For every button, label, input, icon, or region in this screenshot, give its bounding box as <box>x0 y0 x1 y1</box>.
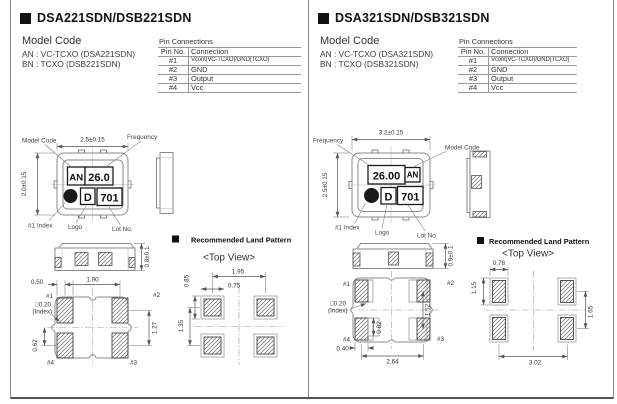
label-model-code: Model Code <box>445 144 480 152</box>
dim-package-width: 2.5±0.15 <box>80 136 105 144</box>
label-frequency: Frequency <box>313 137 344 145</box>
col-pin-no: Pin No. <box>458 48 489 57</box>
pin-connections-title: Pin Connections <box>159 37 213 46</box>
marking-lot: 701 <box>100 192 119 205</box>
land-pattern <box>471 237 595 367</box>
package-front-view <box>353 244 455 269</box>
land-pattern <box>172 236 292 366</box>
dim-land-pitch-y: 1.35 <box>178 319 185 333</box>
label-logo: Logo <box>68 224 83 231</box>
dim-pad-pitch-x: 1.90 <box>86 276 99 284</box>
marking-model-code: AN <box>69 172 84 184</box>
product-section-dsa221sdn <box>10 0 308 398</box>
package-drawing-dsa321 <box>308 0 612 398</box>
land-pattern-subheading: <Top View> <box>502 248 555 260</box>
label-model-code: Model Code <box>22 137 57 145</box>
product-title: DSA221SDN/DSB221SDN <box>37 11 192 25</box>
dim-pad-pitch-x: 2.64 <box>386 358 399 366</box>
conn-cell: Vcc <box>189 84 302 93</box>
conn-cell: Output <box>189 75 302 84</box>
package-bottom-view <box>328 271 455 366</box>
pin4-label: #4 <box>343 336 351 344</box>
dim-offset-y: 0.62 <box>32 339 39 352</box>
label-frequency: Frequency <box>127 134 158 141</box>
pin2-label: #2 <box>447 280 455 287</box>
pin-cell: #2 <box>458 66 489 75</box>
col-pin-no: Pin No. <box>158 48 189 57</box>
dim-land-pad-height: 0.85 <box>183 274 191 288</box>
marking-frequency: 26.00 <box>372 170 401 183</box>
pin-cell: #4 <box>458 84 489 93</box>
model-code-heading: Model Code <box>22 35 82 47</box>
dim-inner-pad: 0.82 <box>376 321 383 334</box>
label-lot-no: Lot No. <box>112 226 133 233</box>
label-logo: Logo <box>375 229 390 237</box>
label-index: #1 Index <box>335 224 360 232</box>
label-index: #1 Index <box>28 222 53 230</box>
pin-cell: #2 <box>158 66 189 75</box>
black-square-bullet-icon <box>477 237 484 244</box>
package-side-view <box>157 153 174 214</box>
pin4-label: #4 <box>47 359 55 367</box>
model-code-line: BN : TCXO (DSB321SDN) <box>320 58 419 69</box>
pin-connections-title: Pin Connections <box>459 37 513 46</box>
pin-cell: #3 <box>458 75 489 84</box>
dim-package-height: 2.0±0.15 <box>21 171 28 197</box>
package-bottom-view <box>31 277 161 367</box>
marking-logo: D <box>384 191 393 204</box>
marking-lot: 701 <box>401 191 420 204</box>
label-lot-no: Lot No. <box>417 232 438 240</box>
pin2-label: #2 <box>153 292 161 299</box>
land-pattern-heading: Recommended Land Pattern <box>489 237 590 246</box>
conn-cell: Vcc <box>489 84 578 93</box>
marking-logo: D <box>83 192 92 204</box>
dim-package-thickness: 0.9±0.1 <box>447 245 455 267</box>
pin1-label: #1 <box>46 293 54 300</box>
dim-package-height: 2.5±0.15 <box>322 172 329 198</box>
dim-package-width: 3.2±0.15 <box>378 129 404 137</box>
product-section-dsa321sdn <box>308 0 612 398</box>
conn-cell: GND <box>489 66 578 75</box>
index-dot <box>64 189 78 203</box>
dim-pad-pitch-y: 1.52 <box>424 303 432 317</box>
land-pattern-heading: Recommended Land Pattern <box>191 235 292 245</box>
model-code-line: AN : VC-TCXO (DSA221SDN) <box>22 49 136 59</box>
pin-cell: #1 <box>158 57 189 66</box>
pin1-label: #1 <box>343 281 351 288</box>
dim-land-pitch-x: 1.95 <box>231 268 245 276</box>
land-pattern-subheading: <Top View> <box>203 252 256 264</box>
pin-cell: #3 <box>158 75 189 84</box>
conn-cell: GND <box>189 66 302 75</box>
marking-model-code: AN <box>406 170 419 180</box>
conn-cell: Vcont(VC-TCXO)/GND(TCXO) <box>489 57 578 66</box>
model-code-line: BN : TCXO (DSB221SDN) <box>22 58 121 69</box>
conn-cell: Vcont(VC-TCXO)/GND(TCXO) <box>189 57 302 66</box>
dim-index-note: (Index) <box>328 307 348 315</box>
pin-cell: #1 <box>458 57 489 66</box>
product-title: DSA321SDN/DSB321SDN <box>335 11 490 25</box>
dim-pad-width: 0.40 <box>336 345 349 353</box>
col-connection: Connection <box>189 48 302 57</box>
panel-divider <box>308 0 309 397</box>
dim-land-pad-height: 1.15 <box>471 281 478 295</box>
dim-land-pad-width: 0.78 <box>492 260 506 267</box>
dim-index-note: (Index) <box>32 308 53 316</box>
pin3-label: #3 <box>437 336 445 343</box>
dim-index: □0.20 <box>35 301 52 309</box>
model-code-line: AN : VC-TCXO (DSA321SDN) <box>320 49 434 59</box>
black-square-bullet-icon <box>172 236 179 243</box>
marking-frequency: 26.0 <box>88 172 110 184</box>
package-drawing-dsa221 <box>10 0 308 398</box>
pin-cell: #4 <box>158 84 189 93</box>
model-code-heading: Model Code <box>320 35 380 47</box>
package-front-view <box>55 244 151 271</box>
index-dot <box>364 188 379 203</box>
package-top-view <box>51 147 134 221</box>
dim-index: □0.20 <box>330 300 347 308</box>
dim-land-pad-width: 0.75 <box>228 282 241 290</box>
pin3-label: #3 <box>130 359 138 367</box>
dim-land-pitch-x: 3.02 <box>528 359 542 367</box>
package-top-view <box>346 146 436 223</box>
dim-package-thickness: 0.8±0.1 <box>144 246 151 268</box>
conn-cell: Output <box>489 75 578 84</box>
col-connection: Connection <box>489 48 578 57</box>
package-side-view <box>467 151 490 218</box>
dim-pad-width: 0.50 <box>31 279 44 286</box>
dim-pad-pitch-y: 1.27 <box>151 321 159 335</box>
dim-land-pitch-y: 1.65 <box>587 305 595 319</box>
